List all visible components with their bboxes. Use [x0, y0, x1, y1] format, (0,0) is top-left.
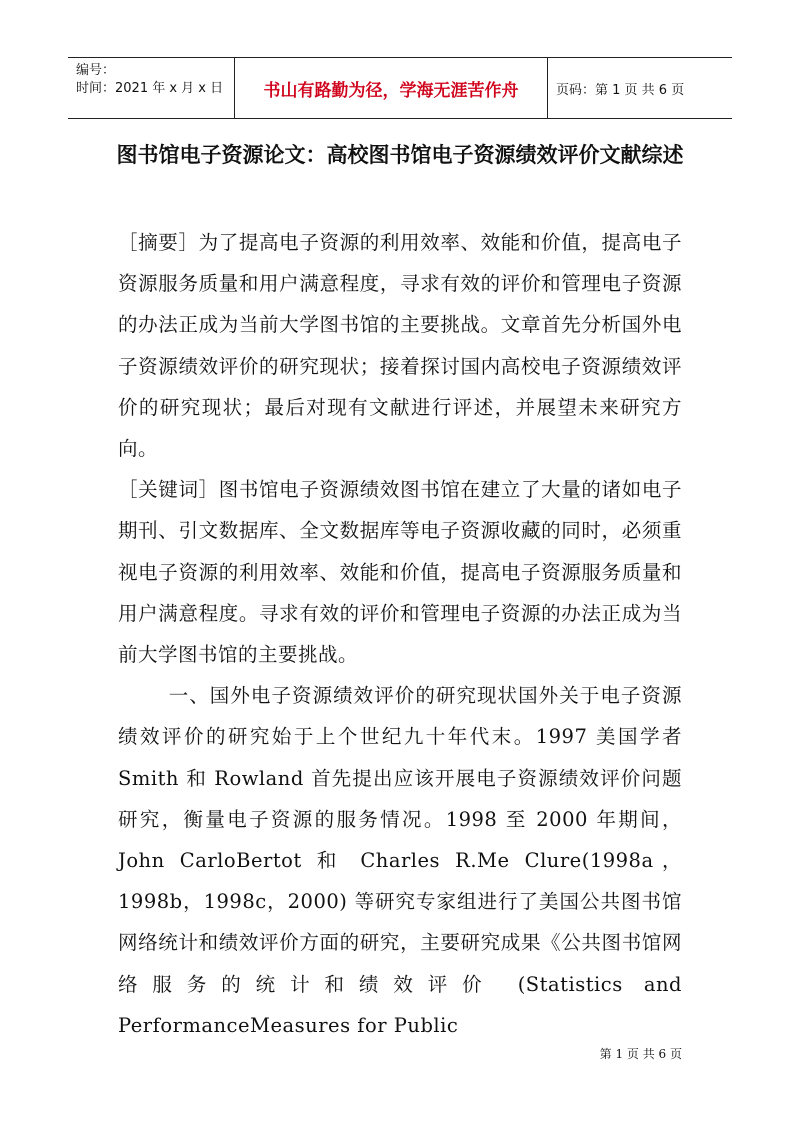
time-label: 时间：2021 年 x 月 x 日	[76, 81, 224, 96]
keywords-paragraph: ［关键词］图书馆电子资源绩效图书馆在建立了大量的诸如电子期刊、引文数据库、全文数据库等电子资源收藏的同时，必须重视电子资源的利用效率、效能和价值，提高电子资源服务质量和用户满意程度。寻求有效的评价和管理电子资源的办法正成为当前大学图书馆的主要挑战。	[118, 478, 682, 667]
section-1-paragraph: 一、国外电子资源绩效评价的研究现状国外关于电子资源绩效评价的研究始于上个世纪九十年代末。1997 美国学者 Smith 和 Rowland 首先提出应该开展电子资源绩效评价问题研究，衡量电子资源的服务情况。1998 至 2000 年期间，John CarloBertot 和 Charles R.Me Clure(1998a，1998b，1998c，2000) 等研究专家组进行了美国公共图书馆网络统计和绩效评价方面的研究，主要研究成果《公共图书馆网络服务的统计和绩效评价 (Statistics and PerformanceMeasures for Public	[118, 684, 682, 1037]
document-title: 图书馆电子资源论文：高校图书馆电子资源绩效评价文献综述	[116, 143, 684, 167]
page-header	[68, 57, 732, 119]
page-footer: 第 1 页 共 6 页	[599, 1047, 682, 1061]
document-body	[118, 222, 682, 1046]
header-motto: 书山有路勤为径，学海无涯苦作舟	[234, 58, 548, 118]
header-page-label: 页码：第 1 页 共 6 页	[556, 82, 685, 98]
abstract-paragraph: ［摘要］为了提高电子资源的利用效率、效能和价值，提高电子资源服务质量和用户满意程度，寻求有效的评价和管理电子资源的办法正成为当前大学图书馆的主要挑战。文章首先分析国外电子资源绩效评价的研究现状；接着探讨国内高校电子资源绩效评价的研究现状；最后对现有文献进行评述，并展望未来研究方向。	[118, 231, 682, 461]
header-meta	[68, 58, 234, 118]
number-label: 编号：	[76, 63, 116, 78]
